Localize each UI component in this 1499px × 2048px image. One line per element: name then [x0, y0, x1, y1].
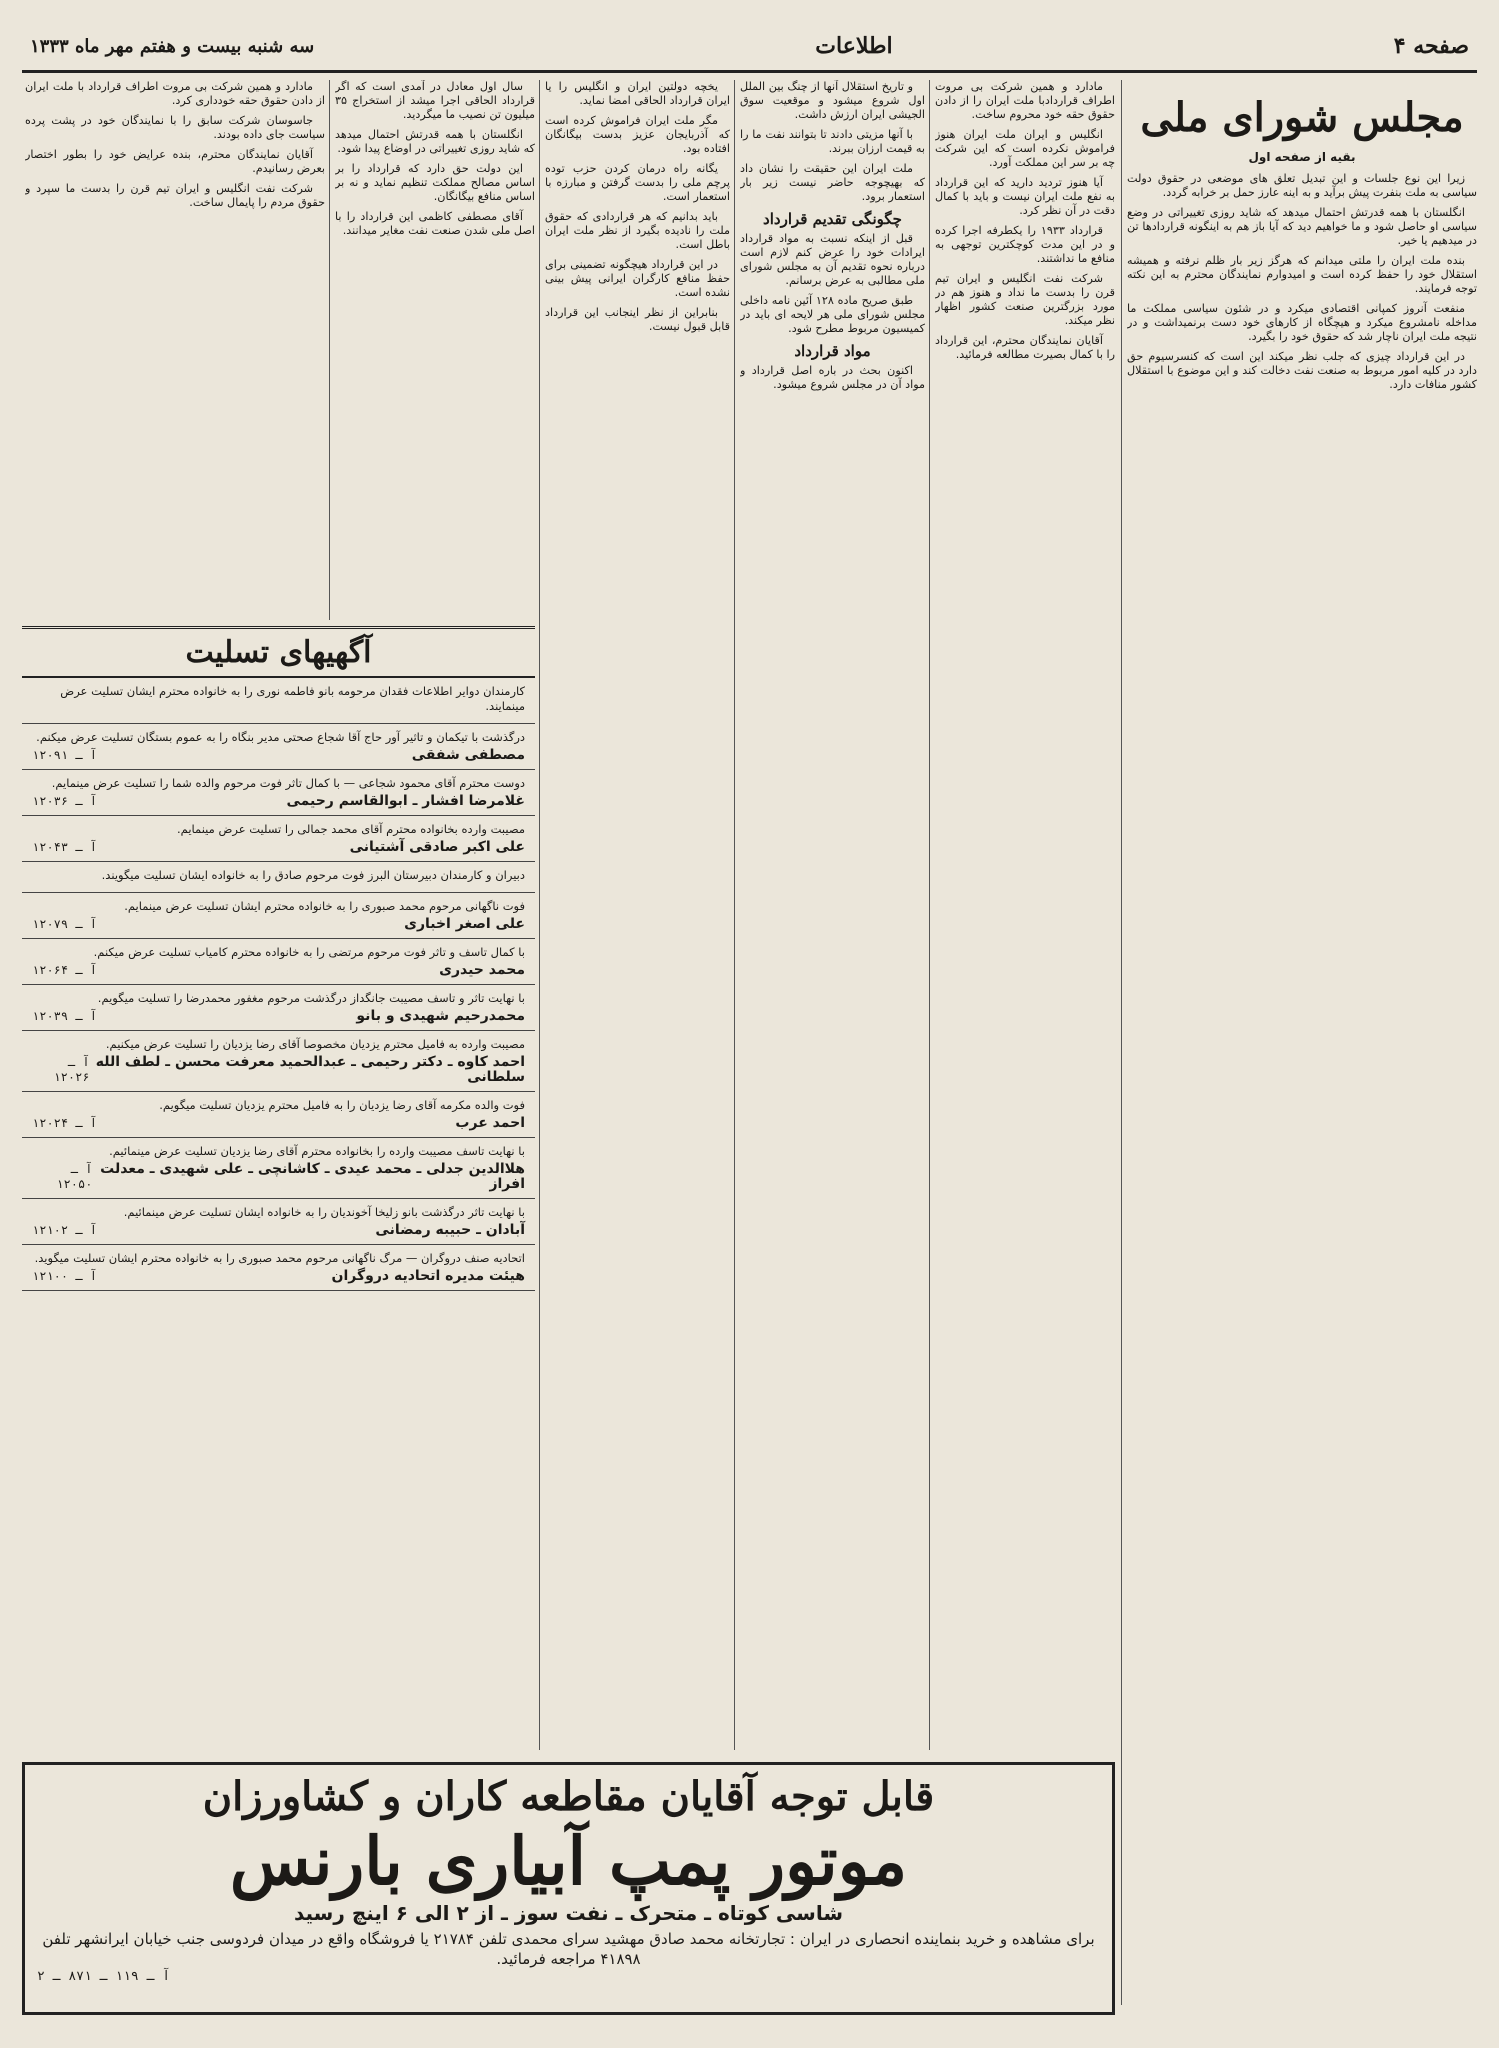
column-paragraph: با آنها مزیتی دادند تا بتوانند نفت ما را به قیمت ارزان ببرند. [740, 128, 925, 155]
ad-signatory: علی اکبر صادقی آشتیانی [349, 839, 525, 855]
ad-code: آ ـ ۱۱۹ ـ ۸۷۱ ـ ۲ [37, 1969, 171, 1984]
ad-code: آ ـ ۱۲۰۶۴ [32, 963, 98, 977]
column-paragraph: مادارد و همین شرکت بی مروت اطراف قرارداد با ملت ایران از دادن حقوق حقه خودداری کرد. [25, 80, 325, 107]
ad-signatory: محمدرحیم شهیدی و بانو [356, 1008, 525, 1024]
column-rule [539, 80, 540, 1750]
ad-code: آ ـ ۱۲۰۷۹ [32, 917, 98, 931]
column-paragraph: یگانه راه درمان کردن حزب توده پرچم ملی را بدست گرفتن و مبارزه با استعمار است. [545, 162, 730, 203]
condolence-ad [22, 862, 535, 893]
ad-text: فوت ناگهانی مرحوم محمد صبوری را به خانواده محترم ایشان تسلیت عرض مینمایم. [124, 899, 525, 913]
column-rule [1121, 80, 1122, 2005]
ad-product: موتور پمپ آبیاری بارنس [229, 1822, 908, 1900]
column-rule [734, 80, 735, 1750]
condolence-ad [22, 816, 535, 862]
condolence-ads [22, 626, 535, 1769]
ad-text: مصیبت وارده بخانواده محترم آقای محمد جمالی را تسلیت عرض مینمایم. [177, 822, 525, 836]
ad-code: آ ـ ۱۲۰۹۱ [32, 748, 98, 762]
column-paragraph: آیا هنوز تردید دارید که این قرارداد به نفع ملت ایران نیست و باید با کمال دقت در آن نظر کرد. [935, 176, 1115, 217]
article-column-4 [545, 80, 730, 1750]
lead-paragraph: بنده ملت ایران را ملتی میدانم که هرگز زیر بار ظلم نرفته و همیشه استقلال خود را حفظ کرده است و امیدوارم نمایندگان محترم به این نکته توجه فرمایند. [1127, 254, 1477, 295]
ad-text: کارمندان دوایر اطلاعات فقدان مرحومه بانو فاطمه نوری را به خانواده محترم ایشان تسلیت عرض مینمایند. [60, 684, 525, 713]
condolence-ad [22, 1092, 535, 1138]
lead-paragraph: منفعت آنروز کمپانی اقتصادی میکرد و در شئون سیاسی مملکت ما مداخله نامشروع میکرد و هیچگاه از کارهای خود دست برنمیداشت و در نتیجه ملت ایران ناچار شد که حقوق خود را بگیرد. [1127, 302, 1477, 343]
condolence-ad [22, 985, 535, 1031]
ad-text: فوت والده مکرمه آقای رضا یزدیان را به فامیل محترم یزدیان تسلیت میگویم. [159, 1098, 525, 1112]
ad-code: آ ـ ۱۲۰۳۹ [32, 1009, 98, 1023]
column-paragraph: اکنون بحث در باره اصل قرارداد و مواد آن در مجلس شروع میشود. [740, 364, 925, 391]
column-paragraph: بنابراین از نظر اینجانب این قرارداد قابل قبول نیست. [545, 306, 730, 333]
pump-advertisement [22, 1762, 1115, 2015]
column-paragraph: قرارداد ۱۹۳۳ را یکطرفه اجرا کرده و در این مدت کوچکترین توجهی به منافع ما نداشتند. [935, 224, 1115, 265]
column-paragraph: انگلیس و ایران ملت ایران هنوز فراموش نکرده است که این شرکت چه بر سر این مملکت آورد. [935, 128, 1115, 169]
column-paragraph: شرکت نفت انگلیس و ایران تیم قرن را بدست ما نداد و هنوز هم در مورد بزرگترین صنعت کشور اظهار نظر میکند. [935, 272, 1115, 327]
condolence-ad [22, 1199, 535, 1245]
ad-text: با نهایت تاسف مصیبت وارده را بخانواده محترم آقای رضا یزدیان تسلیت عرض مینمائیم. [109, 1144, 525, 1158]
condolence-ad [22, 1245, 535, 1291]
column-paragraph: انگلستان با همه قدرتش احتمال میدهد که شاید روزی تغییراتی در اوضاع پیدا شود. [335, 128, 535, 155]
ad-headline: قابل توجه آقایان مقاطعه کاران و کشاورزان [202, 1773, 935, 1820]
article-column-6 [25, 80, 325, 620]
ad-signatory: هلاالدین جدلی ـ محمد عیدی ـ کاشانچی ـ علی شهیدی ـ معدلت افراز [100, 1161, 525, 1192]
ad-signatory: هیئت مدیره اتحادیه دروگران [331, 1268, 525, 1284]
lead-paragraph: زیرا این نوع جلسات و این تبدیل تعلق های موضعی در حقوق دولت سیاسی به ملت بنفرت پیش برآید و به اینه عارز حمل بر خرابه گردد. [1127, 172, 1477, 199]
ad-code: آ ـ ۱۲۰۵۰ [56, 1162, 93, 1191]
column-rule [329, 80, 330, 620]
newspaper-name: اطلاعات [815, 33, 893, 59]
column-paragraph: شرکت نفت انگلیس و ایران تیم قرن را بدست ما سپرد و حقوق مردم را پایمال ساخت. [25, 182, 325, 209]
column-paragraph: قبل از اینکه نسبت به مواد قرارداد ایرادات خود را عرض کنم لازم است درباره نحوه تقدیم آن به مجلس شورای ملی مطالبی به عرض برسانم. [740, 232, 925, 287]
ad-code: آ ـ ۱۲۱۰۰ [32, 1269, 98, 1283]
lead-kicker: بقیه از صفحه اول [1248, 150, 1356, 164]
column-paragraph: آقایان نمایندگان محترم، این قرارداد را با کمال بصیرت مطالعه فرمائید. [935, 334, 1115, 361]
ad-signatory: احمد کاوه ـ دکتر رحیمی ـ عبدالحمید معرفت محسن ـ لطف الله سلطانی [95, 1054, 525, 1085]
condolence-ad [22, 1138, 535, 1199]
ad-code: آ ـ ۱۲۰۴۳ [32, 840, 98, 854]
ad-signatory: غلامرضا افشار ـ ابوالقاسم رحیمی [286, 793, 525, 809]
ad-signatory: علی اصغر اخباری [404, 916, 525, 932]
masthead [22, 22, 1477, 73]
column-paragraph: آقای مصطفی کاظمی این قرارداد را با اصل ملی شدن صنعت نفت مغایر میدانند. [335, 210, 535, 237]
column-paragraph: جاسوسان شرکت سابق را با نمایندگان خود در پشت پرده سیاست جای داده بودند. [25, 114, 325, 141]
condolence-ad [22, 893, 535, 939]
lead-paragraph: انگلستان با همه قدرتش احتمال میدهد که شاید روزی تغییراتی در وضع سیاسی او حاصل شود و ما خواهیم دید که آیا باز هم به اینگونه قراردادها تن در میدهیم یا خیر. [1127, 206, 1477, 247]
condolence-ad [22, 724, 535, 770]
subheading: مواد قرارداد [794, 342, 871, 360]
issue-date: سه شنبه بیست و هفتم مهر ماه ۱۳۳۳ [30, 35, 315, 57]
ad-text: درگذشت با تیکمان و تاثیر آور حاج آقا شجاع صحتی مدیر بنگاه را به عموم بستگان تسلیت عرض میکنم. [36, 730, 525, 744]
column-paragraph: مادارد و همین شرکت بی مروت اطراف قراردادبا ملت ایران را از دادن حقوق حقه خود محروم ساخت. [935, 80, 1115, 121]
column-paragraph: در این قرارداد هیچگونه تضمینی برای حفظ منافع کارگران ایرانی پیش بینی نشده است. [545, 258, 730, 299]
ad-text: با کمال تاسف و تاثر فوت مرحوم مرتضی را به خانواده محترم کامیاب تسلیت عرض میکنم. [93, 945, 525, 959]
page-number: صفحه ۴ [1393, 33, 1469, 59]
column-paragraph: این دولت حق دارد که قرارداد را بر اساس مصالح مملکت تنظیم نماید و نه بر اساس منافع بیگانگان. [335, 162, 535, 203]
column-paragraph: مگر ملت ایران فراموش کرده است که آذربایجان عزیز بدست بیگانگان افتاده بود. [545, 114, 730, 155]
column-paragraph: یخچه دولتین ایران و انگلیس را یا ایران قرارداد الحاقی امضا نماید. [545, 80, 730, 107]
ad-signatory: آبادان ـ حبیبه رمضانی [375, 1222, 525, 1238]
ad-text: با نهایت تاثر و تاسف مصیبت جانگداز درگذشت مرحوم مغفور محمدرضا را تسلیت میگویم. [97, 991, 525, 1005]
ad-code: آ ـ ۱۲۰۲۶ [53, 1055, 90, 1084]
newspaper-page [22, 22, 1477, 2032]
lead-paragraph: در این قرارداد چیزی که جلب نظر میکند این است که کنسرسیوم حق دارد در کلیه امور مربوط به صنعت نفت دخالت کند و این موضوع با استقلال کشور منافات دارد. [1127, 350, 1477, 391]
ad-text: دوست محترم آقای محمود شجاعی — با کمال تاثر فوت مرحوم والده شما را تسلیت عرض مینمایم. [51, 776, 525, 790]
ad-signatory: مصطفی شفقی [411, 747, 525, 763]
condolence-ad [22, 939, 535, 985]
column-paragraph: باید بدانیم که هر قراردادی که حقوق ملت را نادیده بگیرد از نظر ملت ایران باطل است. [545, 210, 730, 251]
ad-contact: برای مشاهده و خرید بنماینده انحصاری در ایران : تجارتخانه محمد صادق مهشید سرای محمدی تلفن ۲۱۷۸۴ یا فروشگاه واقع در میدان فردوسی جنب خیابان ایرانشهر تلفن ۴۱۸۹۸ مراجعه فرمائید. [42, 1930, 1095, 1968]
lead-headline: مجلس شورای ملی [1140, 94, 1464, 141]
column-paragraph: و تاریخ استقلال آنها از چنگ بین الملل اول شروع میشود و موقعیت سوق الجیشی ایران ارزش داشت. [740, 80, 925, 121]
ad-signatory: احمد عرب [455, 1115, 525, 1131]
ad-code: آ ـ ۱۲۰۲۴ [32, 1116, 98, 1130]
article-column-2 [935, 80, 1115, 1750]
ad-text: اتحادیه صنف دروگران — مرگ ناگهانی مرحوم محمد صبوری را به خانواده محترم ایشان تسلیت میگوید. [34, 1251, 525, 1265]
condolence-ad [22, 770, 535, 816]
column-rule [929, 80, 930, 1750]
column-paragraph: طبق صریح ماده ۱۲۸ آئین نامه داخلی مجلس شورای ملی هر لایحه ای باید در کمیسیون مربوط مطرح شود. [740, 294, 925, 335]
ad-text: با نهایت تاثر درگذشت بانو زلیخا آخوندیان را به خانواده ایشان تسلیت عرض مینمائیم. [123, 1205, 525, 1219]
condolence-ad [22, 1031, 535, 1092]
condolence-ad [22, 678, 535, 724]
subheading: چگونگی تقدیم قرارداد [763, 210, 902, 228]
ad-specs: شاسی کوتاه ـ متحرک ـ نفت سوز ـ از ۲ الی ۶ اینچ رسید [293, 1901, 844, 1925]
ad-code: آ ـ ۱۲۰۳۶ [32, 794, 98, 808]
ad-text: دبیران و کارمندان دبیرستان البرز فوت مرحوم صادق را به خانواده ایشان تسلیت میگویند. [101, 868, 525, 882]
lead-article [1127, 80, 1477, 2005]
column-paragraph: آقایان نمایندگان محترم، بنده عرایض خود را بطور اختصار بعرض رسانیدم. [25, 148, 325, 175]
column-paragraph: ملت ایران این حقیقت را نشان داد که بهیچوجه حاضر نیست زیر بار استعمار برود. [740, 162, 925, 203]
ad-signatory: محمد حیدری [439, 962, 525, 978]
ads-title: آگهیهای تسلیت [22, 629, 535, 678]
article-column-3 [740, 80, 925, 1750]
column-paragraph: سال اول معادل در آمدی است که اگر قرارداد الحاقی اجرا میشد از استخراج ۳۵ میلیون تن نصیب ما میگردید. [335, 80, 535, 121]
ad-text: مصیبت وارده به فامیل محترم یزدیان مخصوصا آقای رضا یزدیان را تسلیت عرض میکنیم. [105, 1037, 525, 1051]
ad-code: آ ـ ۱۲۱۰۲ [32, 1223, 98, 1237]
